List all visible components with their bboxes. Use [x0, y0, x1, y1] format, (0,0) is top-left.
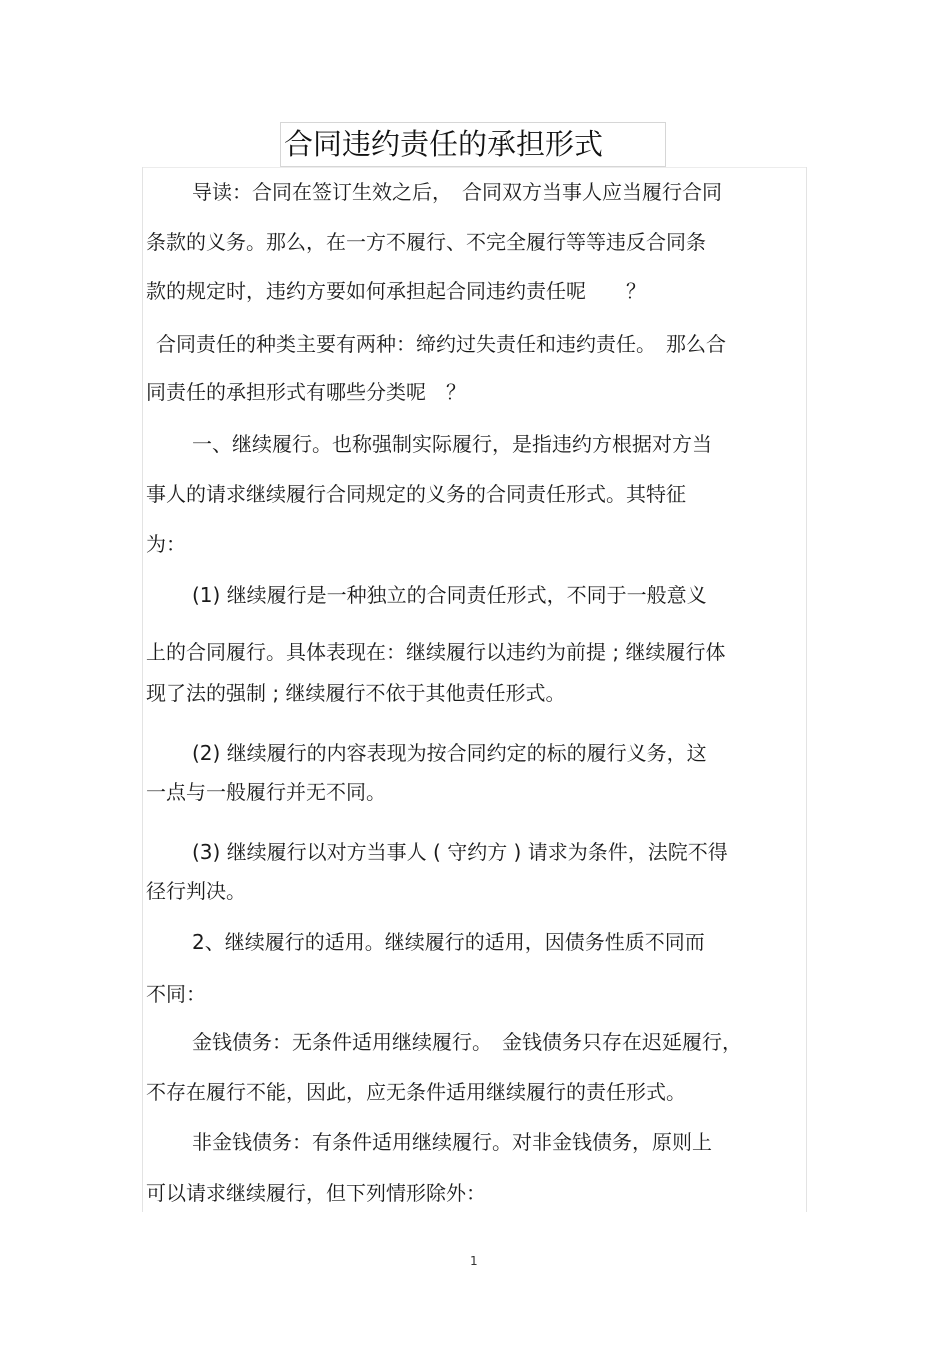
paragraph-line: 非金钱债务：有条件适用继续履行。对非金钱债务，原则上: [192, 1130, 712, 1154]
intro-line: 导读：合同在签订生效之后， 合同双方当事人应当履行合同: [192, 180, 722, 204]
content-frame-top: [142, 167, 807, 168]
paragraph-line: 为：: [146, 532, 186, 556]
paragraph-line: 同责任的承担形式有哪些分类呢 ？: [146, 380, 466, 404]
intro-line: 款的规定时，违约方要如何承担起合同违约责任呢 ？: [146, 279, 646, 303]
paragraph-line: 不存在履行不能，因此，应无条件适用继续履行的责任形式。: [146, 1080, 686, 1104]
list-item-line: (2) 继续履行的内容表现为按合同约定的标的履行义务，这: [192, 741, 707, 765]
list-item-line: 一点与一般履行并无不同。: [146, 780, 386, 804]
paragraph-line: 不同：: [146, 982, 206, 1006]
content-frame-right: [806, 167, 807, 1212]
intro-line: 条款的义务。那么，在一方不履行、不完全履行等等违反合同条: [146, 230, 706, 254]
list-item-line: 上的合同履行。具体表现在：继续履行以违约为前提 ; 继续履行体: [146, 640, 726, 664]
document-title: 合同违约责任的承担形式: [284, 127, 604, 161]
page-number: 1: [470, 1254, 478, 1268]
paragraph-line: 事人的请求继续履行合同规定的义务的合同责任形式。其特征: [146, 482, 686, 506]
section-heading-line: 2、继续履行的适用。继续履行的适用，因债务性质不同而: [192, 930, 705, 954]
paragraph-line: 合同责任的种类主要有两种：缔约过失责任和违约责任。 那么合: [156, 332, 726, 356]
paragraph-line: 金钱债务：无条件适用继续履行。 金钱债务只存在迟延履行，: [192, 1030, 742, 1054]
list-item-line: 现了法的强制 ; 继续履行不依于其他责任形式。: [146, 681, 566, 705]
content-frame-left: [142, 167, 143, 1212]
paragraph-line: 可以请求继续履行，但下列情形除外：: [146, 1181, 486, 1205]
list-item-line: (3) 继续履行以对方当事人 ( 守约方 ) 请求为条件，法院不得: [192, 840, 728, 864]
section-heading-line: 一、继续履行。也称强制实际履行，是指违约方根据对方当: [192, 432, 712, 456]
list-item-line: (1) 继续履行是一种独立的合同责任形式，不同于一般意义: [192, 583, 707, 607]
list-item-line: 径行判决。: [146, 879, 246, 903]
